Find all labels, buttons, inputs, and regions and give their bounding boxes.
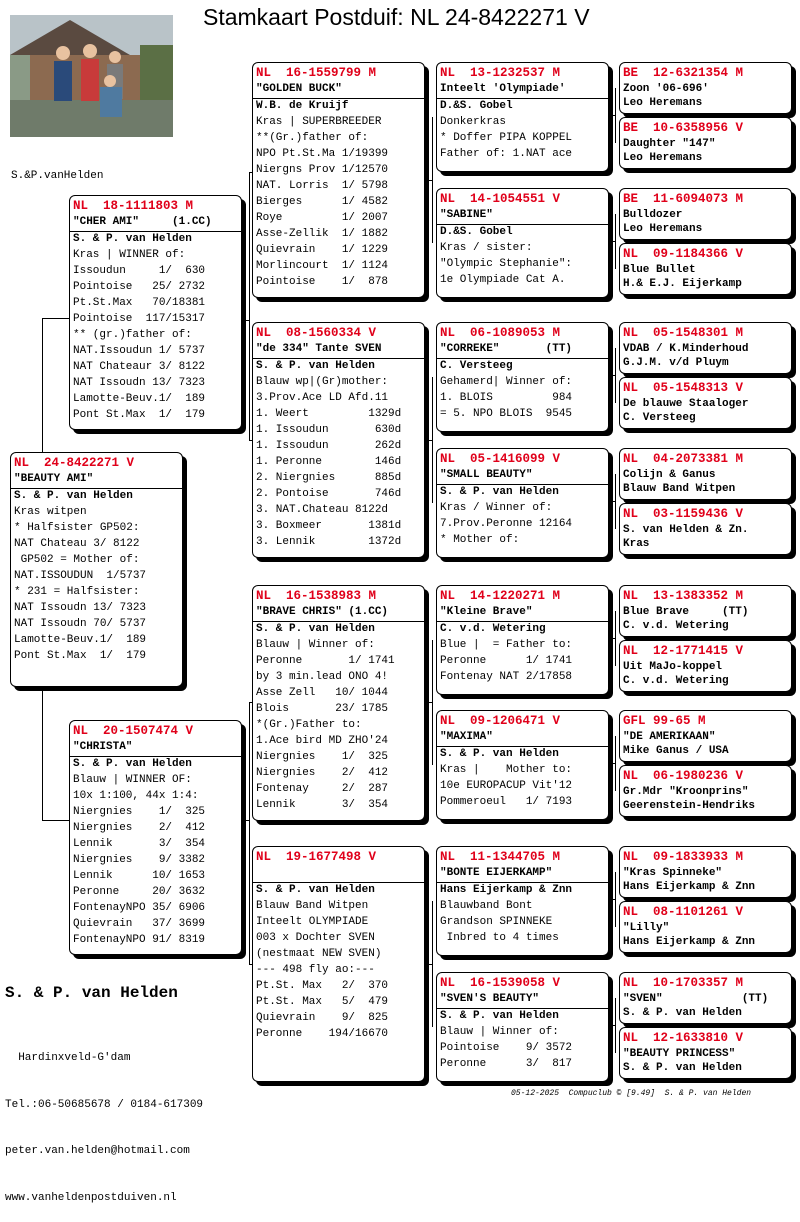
contact-email[interactable]: peter.van.helden@hotmail.com xyxy=(5,1145,190,1157)
info-line: **(Gr.)father of: xyxy=(256,132,369,144)
info-line: NAT.Issoudun 1/ 5737 xyxy=(73,345,206,357)
pedigree-connector xyxy=(242,320,249,321)
info-line: 3. Boxmeer 1381d xyxy=(256,520,402,532)
info-line: 1. Peronne 146d xyxy=(256,456,402,468)
info-line: Grandson SPINNEKE xyxy=(440,916,553,928)
ring-number: BE 10-6358956 V xyxy=(623,121,744,135)
ring-number: NL 08-1560334 V xyxy=(256,326,377,340)
pigeon-name: "BEAUTY AMI" xyxy=(11,472,182,489)
ring-number: NL 13-1383352 M xyxy=(623,589,744,603)
pigeon-card-g5[interactable] xyxy=(619,322,792,374)
info-line: Kras / sister: xyxy=(440,242,533,254)
info-line: * Mother of: xyxy=(440,534,520,546)
pedigree-connector xyxy=(609,375,615,376)
ring-number: BE 12-6321354 M xyxy=(623,66,744,80)
info-line: 10x 1:100, 44x 1:4: xyxy=(73,790,199,802)
ring-number: NL 06-1980236 V xyxy=(623,769,744,783)
info-line: De blauwe Staaloger xyxy=(623,398,749,410)
info-line: Inbred to 4 times xyxy=(440,932,559,944)
info-line: Leo Heremans xyxy=(623,152,703,164)
info-line: Kras | Mother to: xyxy=(440,764,573,776)
info-line: Roye 1/ 2007 xyxy=(256,212,389,224)
info-line: = 5. NPO BLOIS 9545 xyxy=(440,408,573,420)
pigeon-card-mf[interactable] xyxy=(252,585,425,821)
info-line: 003 x Dochter SVEN xyxy=(256,932,375,944)
info-line: Blauwband Bont xyxy=(440,900,533,912)
info-line: Pont St.Max 1/ 179 xyxy=(14,650,147,662)
info-line: Pointoise 1/ 878 xyxy=(256,276,389,288)
pigeon-name: "CHER AMI" (1.CC) xyxy=(70,215,241,232)
info-line: Niergnies 1/ 325 xyxy=(73,806,206,818)
breeder-name: D.&S. Gobel xyxy=(440,100,513,112)
info-line: "Kras Spinneke" xyxy=(623,867,723,879)
pedigree-connector xyxy=(609,241,615,242)
info-line: 7.Prov.Peronne 12164 xyxy=(440,518,573,530)
pedigree-connector xyxy=(42,318,43,452)
info-line: NAT Chateau 3/ 8122 xyxy=(14,538,140,550)
pedigree-connector xyxy=(432,117,433,243)
info-line: Pointoise 9/ 3572 xyxy=(440,1042,573,1054)
ring-number: NL 04-2073381 M xyxy=(623,452,744,466)
ring-number: NL 09-1206471 V xyxy=(440,714,561,728)
info-line: GP502 = Mother of: xyxy=(14,554,140,566)
info-line: NAT.ISSOUDUN 1/5737 xyxy=(14,570,147,582)
info-line: * 231 = Halfsister: xyxy=(14,586,140,598)
pedigree-connector xyxy=(425,440,432,441)
info-line: NAT Issoudn 13/ 7323 xyxy=(73,377,206,389)
info-line: Blauw Band Witpen xyxy=(623,483,736,495)
pigeon-card-g3[interactable] xyxy=(619,188,792,240)
ring-number: NL 06-1089053 M xyxy=(440,326,561,340)
ring-number: NL 18-1111803 M xyxy=(73,199,194,213)
info-line: Donkerkras xyxy=(440,116,507,128)
pigeon-card-g2[interactable] xyxy=(619,117,792,169)
info-line: Pt.St.Max 70/18381 xyxy=(73,297,206,309)
breeder-name: S. & P. van Helden xyxy=(256,623,375,635)
info-line: Colijn & Ganus xyxy=(623,469,716,481)
info-line: Blauw wp|(Gr)mother: xyxy=(256,376,389,388)
pigeon-name: "SABINE" xyxy=(437,208,608,225)
breeder-name: S. & P. van Helden xyxy=(440,1010,559,1022)
pigeon-card-g8[interactable] xyxy=(619,503,792,555)
info-line: 3.Prov.Ace LD Afd.11 xyxy=(256,392,389,404)
pigeon-card-ff[interactable] xyxy=(252,62,425,298)
ring-number: NL 13-1232537 M xyxy=(440,66,561,80)
info-line: Blauw | WINNER OF: xyxy=(73,774,192,786)
info-line: Peronne 194/16670 xyxy=(256,1028,389,1040)
ring-number: NL 12-1771415 V xyxy=(623,644,744,658)
pigeon-name: "Kleine Brave" xyxy=(437,605,608,622)
pedigree-connector xyxy=(615,998,616,1053)
ring-number: GFL 99-65 M xyxy=(623,714,706,728)
info-line: Hans Eijerkamp & Znn xyxy=(623,936,756,948)
breeder-name: S. & P. van Helden xyxy=(5,984,178,1002)
pedigree-connector xyxy=(432,640,433,765)
info-line: Pt.St. Max 2/ 370 xyxy=(256,980,389,992)
ring-number: NL 14-1054551 V xyxy=(440,192,561,206)
info-line: H.& E.J. Eijerkamp xyxy=(623,278,742,290)
pigeon-card-g11[interactable] xyxy=(619,710,792,762)
info-line: Lamotte-Beuv.1/ 189 xyxy=(73,393,206,405)
pedigree-connector xyxy=(42,318,69,319)
info-line: Inteelt OLYMPIADE xyxy=(256,916,369,928)
info-line: Blauw | Winner of: xyxy=(256,639,375,651)
pedigree-connector xyxy=(615,474,616,529)
info-line: 2. Niergnies 885d xyxy=(256,472,402,484)
pigeon-card-mfm[interactable] xyxy=(436,710,609,820)
ring-number: NL 20-1507474 V xyxy=(73,724,194,738)
info-line: Mike Ganus / USA xyxy=(623,745,729,757)
info-line: Bulldozer xyxy=(623,209,683,221)
info-line: Kras / Winner of: xyxy=(440,502,553,514)
pigeon-card-fmf[interactable] xyxy=(436,322,609,432)
breeder-name: S. & P. van Helden xyxy=(256,884,375,896)
breeder-name: C. Versteeg xyxy=(440,360,513,372)
pigeon-card-fmm[interactable] xyxy=(436,448,609,558)
ring-number: NL 12-1633810 V xyxy=(623,1031,744,1045)
info-line: Fontenay NAT 2/17858 xyxy=(440,671,573,683)
pedigree-connector xyxy=(242,820,249,821)
info-line: 3. NAT.Chateau 8122d xyxy=(256,504,389,516)
pedigree-connector xyxy=(425,180,432,181)
pigeon-name: "BRAVE CHRIS" (1.CC) xyxy=(253,605,424,622)
info-line: NAT. Lorris 1/ 5798 xyxy=(256,180,389,192)
info-line: FontenayNPO 35/ 6906 xyxy=(73,902,206,914)
pedigree-connector xyxy=(615,214,616,269)
info-line: 10e EUROPACUP Vit'12 xyxy=(440,780,573,792)
pedigree-connector xyxy=(615,88,616,143)
pedigree-connector xyxy=(615,348,616,403)
info-line: C. Versteeg xyxy=(623,412,696,424)
owner-photo xyxy=(10,15,173,137)
pigeon-name: "CHRISTA" xyxy=(70,740,241,757)
contact-phone: Tel.:06-50685678 / 0184-617309 xyxy=(5,1098,204,1111)
info-line: 1. Weert 1329d xyxy=(256,408,402,420)
print-info: 05-12-2025 Compuclub © [9.49] S. & P. van Helden xyxy=(511,1089,752,1098)
page-title: Stamkaart Postduif: NL 24-8422271 V xyxy=(203,4,590,30)
owner-label: S.&P.vanHelden xyxy=(11,170,104,182)
pigeon-name: "GOLDEN BUCK" xyxy=(253,82,424,99)
ring-number: NL 08-1101261 V xyxy=(623,905,744,919)
info-line: Blue | = Father to: xyxy=(440,639,573,651)
info-line: Peronne 3/ 817 xyxy=(440,1058,573,1070)
pedigree-connector xyxy=(609,899,615,900)
pedigree-connector xyxy=(609,501,615,502)
contact-city: Hardinxveld-G'dam xyxy=(5,1052,131,1064)
info-line: Bierges 1/ 4582 xyxy=(256,196,389,208)
ring-number: NL 11-1344705 M xyxy=(440,850,561,864)
info-line: NAT Issoudn 13/ 7323 xyxy=(14,602,147,614)
ring-number: BE 11-6094073 M xyxy=(623,192,744,206)
info-line: 1.Ace bird MD ZHO'24 xyxy=(256,735,389,747)
pigeon-card-mother[interactable] xyxy=(69,720,242,955)
pedigree-connector xyxy=(432,377,433,503)
pedigree-connector xyxy=(615,736,616,791)
info-line: Blois 23/ 1785 xyxy=(256,703,389,715)
info-line: Kras witpen xyxy=(14,506,87,518)
pigeon-name: "CORREKE" (TT) xyxy=(437,342,608,359)
info-line: Kras xyxy=(623,538,650,550)
ring-number: NL 16-1539058 V xyxy=(440,976,561,990)
info-line: Geerenstein-Hendriks xyxy=(623,800,756,812)
info-line: Peronne 20/ 3632 xyxy=(73,886,206,898)
pigeon-card-g13[interactable] xyxy=(619,846,792,898)
info-line: 3. Lennik 1372d xyxy=(256,536,402,548)
pigeon-card-mff[interactable] xyxy=(436,585,609,695)
pigeon-card-g10[interactable] xyxy=(619,640,792,692)
pigeon-card-fff[interactable] xyxy=(436,62,609,172)
pedigree-connector xyxy=(609,1025,615,1026)
info-line: Morlincourt 1/ 1124 xyxy=(256,260,389,272)
pigeon-card-mmf[interactable] xyxy=(436,846,609,956)
pigeon-name: Inteelt 'Olympiade' xyxy=(437,82,608,99)
info-line: Pointoise 25/ 2732 xyxy=(73,281,206,293)
info-line: Lamotte-Beuv.1/ 189 xyxy=(14,634,147,646)
ring-number: NL 10-1703357 M xyxy=(623,976,744,990)
ring-number: NL 19-1677498 V xyxy=(256,850,377,864)
info-line: NAT Chateaur 3/ 8122 xyxy=(73,361,206,373)
pigeon-card-g1[interactable] xyxy=(619,62,792,114)
info-line: Hans Eijerkamp & Znn xyxy=(623,881,756,893)
info-line: Niergnies 2/ 412 xyxy=(256,767,389,779)
info-line: Asse-Zellik 1/ 1882 xyxy=(256,228,389,240)
info-line: VDAB / K.Minderhoud xyxy=(623,343,749,355)
info-line: Daughter "147" xyxy=(623,138,716,150)
ring-number: NL 05-1548301 M xyxy=(623,326,744,340)
info-line: 2. Pontoise 746d xyxy=(256,488,402,500)
info-line: Blue Bullet xyxy=(623,264,696,276)
info-line: Pont St.Max 1/ 179 xyxy=(73,409,206,421)
info-line: NAT Issoudn 70/ 5737 xyxy=(14,618,147,630)
info-line: 1. Issoudun 262d xyxy=(256,440,402,452)
pedigree-connector xyxy=(425,702,432,703)
info-line: Kras | SUPERBREEDER xyxy=(256,116,382,128)
pigeon-card-mm[interactable] xyxy=(252,846,425,1082)
pigeon-name xyxy=(253,866,424,883)
info-line: Niergns Prov 1/12570 xyxy=(256,164,389,176)
info-line: Lennik 3/ 354 xyxy=(73,838,206,850)
info-line: * Doffer PIPA KOPPEL xyxy=(440,132,573,144)
info-line: Lennik 3/ 354 xyxy=(256,799,389,811)
info-line: *(Gr.)Father to: xyxy=(256,719,362,731)
pigeon-card-pigeon[interactable] xyxy=(10,452,183,687)
breeder-name: W.B. de Kruijf xyxy=(256,100,349,112)
pigeon-card-g9[interactable] xyxy=(619,585,792,637)
ring-number: NL 09-1833933 M xyxy=(623,850,744,864)
info-line: Blue Brave (TT) xyxy=(623,606,749,618)
breeder-name: C. v.d. Wetering xyxy=(440,623,546,635)
info-line: Quievrain 37/ 3699 xyxy=(73,918,206,930)
info-line: Father of: 1.NAT ace xyxy=(440,148,573,160)
pedigree-connector xyxy=(609,763,615,764)
ring-number: NL 14-1220271 M xyxy=(440,589,561,603)
info-line: Pt.St. Max 5/ 479 xyxy=(256,996,389,1008)
pedigree-connector xyxy=(432,901,433,1027)
info-line: Leo Heremans xyxy=(623,97,703,109)
info-line: Asse Zell 10/ 1044 xyxy=(256,687,389,699)
pedigree-connector xyxy=(615,872,616,927)
info-line: ** (gr.)father of: xyxy=(73,329,192,341)
pigeon-card-g15[interactable] xyxy=(619,972,792,1024)
info-line: --- 498 fly ao:--- xyxy=(256,964,375,976)
pedigree-connector xyxy=(249,702,250,964)
breeder-name: D.&S. Gobel xyxy=(440,226,513,238)
breeder-name: S. & P. van Helden xyxy=(440,486,559,498)
pigeon-card-mmm[interactable] xyxy=(436,972,609,1082)
info-line: Uit MaJo-koppel xyxy=(623,661,723,673)
info-line: Kras | WINNER of: xyxy=(73,249,186,261)
contact-website[interactable]: www.vanheldenpostduiven.nl xyxy=(5,1191,177,1204)
info-line: Peronne 1/ 1741 xyxy=(440,655,573,667)
pigeon-card-g7[interactable] xyxy=(619,448,792,500)
ring-number: NL 03-1159436 V xyxy=(623,507,744,521)
info-line: Blauw | Winner of: xyxy=(440,1026,559,1038)
pigeon-card-g16[interactable] xyxy=(619,1027,792,1079)
info-line: Fontenay 2/ 287 xyxy=(256,783,389,795)
info-line: Pommeroeul 1/ 7193 xyxy=(440,796,573,808)
pedigree-connector xyxy=(609,638,615,639)
info-line: 1. BLOIS 984 xyxy=(440,392,573,404)
ring-number: NL 05-1416099 V xyxy=(440,452,561,466)
contact-info xyxy=(5,1020,203,1222)
info-line: 1. Issoudun 630d xyxy=(256,424,402,436)
info-line: Quievrain 1/ 1229 xyxy=(256,244,389,256)
info-line: Niergnies 2/ 412 xyxy=(73,822,206,834)
info-line: S. & P. van Helden xyxy=(623,1007,742,1019)
info-line: "Lilly" xyxy=(623,922,670,934)
info-line: * Halfsister GP502: xyxy=(14,522,140,534)
info-line: S. van Helden & Zn. xyxy=(623,524,749,536)
info-line: Peronne 1/ 1741 xyxy=(256,655,395,667)
breeder-name: S. & P. van Helden xyxy=(440,748,559,760)
ring-number: NL 16-1559799 M xyxy=(256,66,377,80)
info-line: Pointoise 117/15317 xyxy=(73,313,206,325)
info-line: 1e Olympiade Cat A. xyxy=(440,274,566,286)
pigeon-card-g6[interactable] xyxy=(619,377,792,429)
info-line: by 3 min.lead ONO 4! xyxy=(256,671,389,683)
pigeon-card-ffm[interactable] xyxy=(436,188,609,298)
pigeon-name: "MAXIMA" xyxy=(437,730,608,747)
info-line: "SVEN" (TT) xyxy=(623,993,769,1005)
info-line: Niergnies 9/ 3382 xyxy=(73,854,206,866)
info-line: "DE AMERIKAAN" xyxy=(623,731,716,743)
info-line: C. v.d. Wetering xyxy=(623,675,729,687)
info-line: C. v.d. Wetering xyxy=(623,620,729,632)
ring-number: NL 24-8422271 V xyxy=(14,456,135,470)
breeder-name: S. & P. van Helden xyxy=(14,490,133,502)
pedigree-connector xyxy=(42,820,69,821)
info-line: "BEAUTY PRINCESS" xyxy=(623,1048,736,1060)
pedigree-connector xyxy=(615,611,616,666)
info-line: (nestmaat NEW SVEN) xyxy=(256,948,382,960)
info-line: Blauw Band Witpen xyxy=(256,900,369,912)
info-line: Leo Heremans xyxy=(623,223,703,235)
pigeon-card-g4[interactable] xyxy=(619,243,792,295)
info-line: Lennik 10/ 1653 xyxy=(73,870,206,882)
breeder-name: S. & P. van Helden xyxy=(73,758,192,770)
info-line: Niergnies 1/ 325 xyxy=(256,751,389,763)
info-line: Gehamerd| Winner of: xyxy=(440,376,573,388)
info-line: Zoon '06-696' xyxy=(623,83,709,95)
pigeon-card-father[interactable] xyxy=(69,195,242,430)
pigeon-card-fm[interactable] xyxy=(252,322,425,558)
pedigree-connector xyxy=(42,687,43,820)
pigeon-name: "SVEN'S BEAUTY" xyxy=(437,992,608,1009)
info-line: Quievrain 9/ 825 xyxy=(256,1012,389,1024)
info-line: Issoudun 1/ 630 xyxy=(73,265,206,277)
breeder-name: S. & P. van Helden xyxy=(256,360,375,372)
pedigree-connector xyxy=(425,964,432,965)
pedigree-connector xyxy=(609,115,615,116)
pigeon-card-g12[interactable] xyxy=(619,765,792,817)
info-line: FontenayNPO 91/ 8319 xyxy=(73,934,206,946)
pigeon-name: "de 334" Tante SVEN xyxy=(253,342,424,359)
pigeon-name: "SMALL BEAUTY" xyxy=(437,468,608,485)
ring-number: NL 05-1548313 V xyxy=(623,381,744,395)
info-line: NPO Pt.St.Ma 1/19399 xyxy=(256,148,389,160)
pigeon-name: "BONTE EIJERKAMP" xyxy=(437,866,608,883)
breeder-name: Hans Eijerkamp & Znn xyxy=(440,884,573,896)
info-line: S. & P. van Helden xyxy=(623,1062,742,1074)
info-line: Gr.Mdr "Kroonprins" xyxy=(623,786,749,798)
breeder-name: S. & P. van Helden xyxy=(73,233,192,245)
ring-number: NL 16-1538983 M xyxy=(256,589,377,603)
pigeon-card-g14[interactable] xyxy=(619,901,792,953)
info-line: "Olympic Stephanie": xyxy=(440,258,573,270)
pedigree-connector xyxy=(249,172,250,440)
ring-number: NL 09-1184366 V xyxy=(623,247,744,261)
info-line: G.J.M. v/d Pluym xyxy=(623,357,729,369)
